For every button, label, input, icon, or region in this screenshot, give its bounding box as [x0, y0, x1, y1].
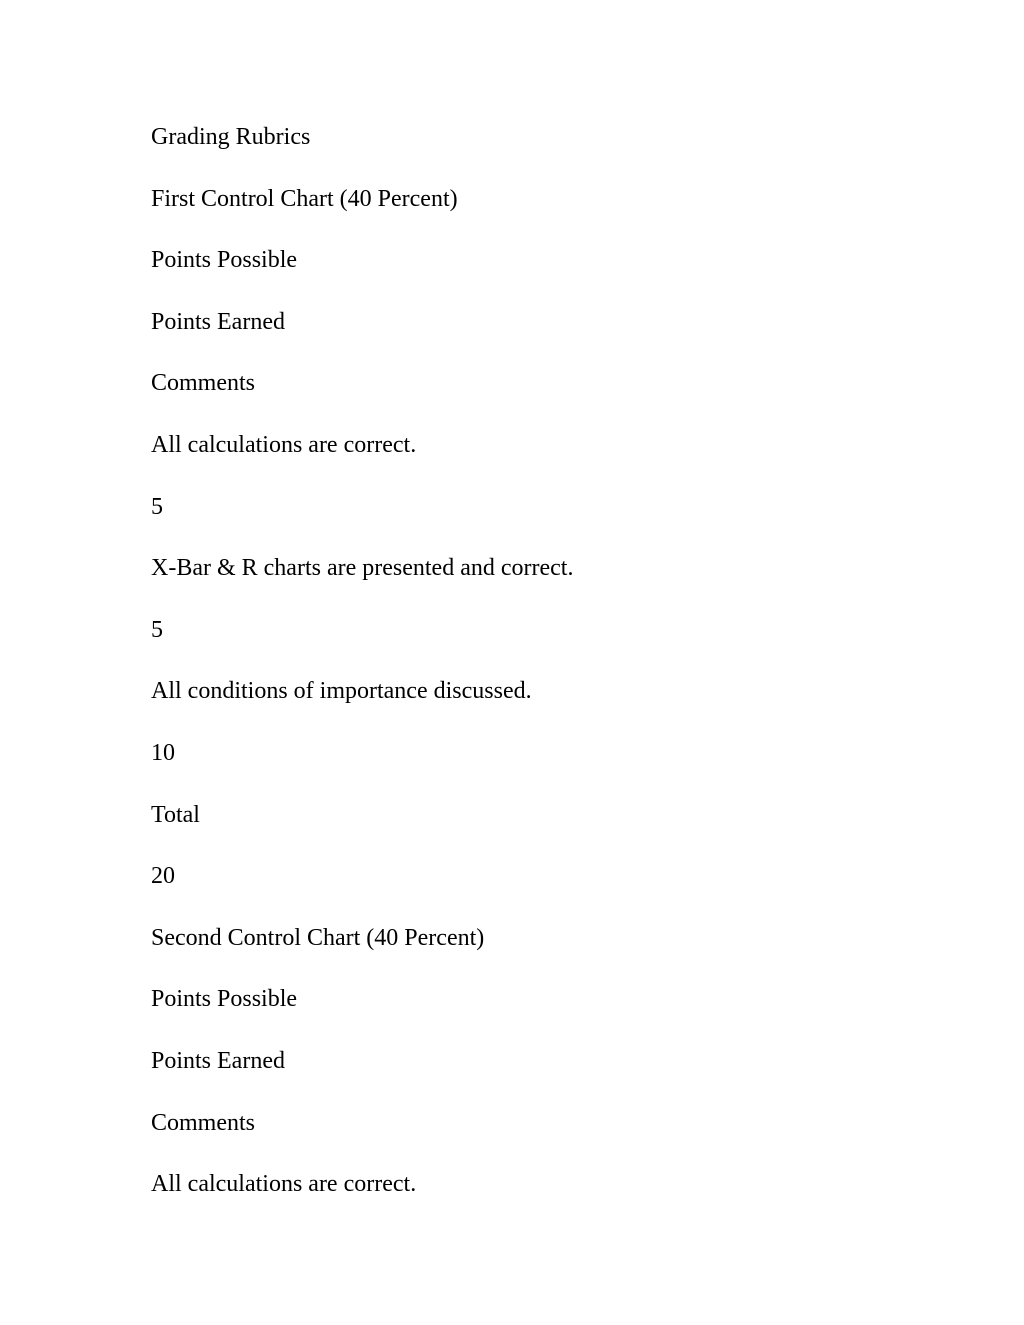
section-heading: First Control Chart (40 Percent): [151, 185, 458, 212]
criterion-text: X-Bar & R charts are presented and correct.: [151, 555, 574, 582]
criterion-points: 5: [151, 493, 163, 520]
section-heading: Second Control Chart (40 Percent): [151, 924, 485, 951]
document-body: [151, 119, 573, 1228]
criterion-text: All calculations are correct.: [151, 1171, 417, 1198]
total-points: 20: [151, 863, 175, 890]
column-header-points-possible: Points Possible: [151, 247, 298, 274]
criterion-text: All calculations are correct.: [151, 431, 417, 458]
criterion-points: 10: [151, 739, 175, 766]
column-header-points-earned: Points Earned: [151, 1047, 285, 1074]
column-header-points-possible: Points Possible: [151, 986, 298, 1013]
column-header-comments: Comments: [151, 370, 256, 397]
total-label: Total: [151, 801, 200, 828]
column-header-points-earned: Points Earned: [151, 308, 285, 335]
document-title: Grading Rubrics: [151, 124, 311, 150]
criterion-text: All conditions of importance discussed.: [151, 678, 532, 705]
criterion-points: 5: [151, 616, 163, 643]
column-header-comments: Comments: [151, 1109, 256, 1136]
